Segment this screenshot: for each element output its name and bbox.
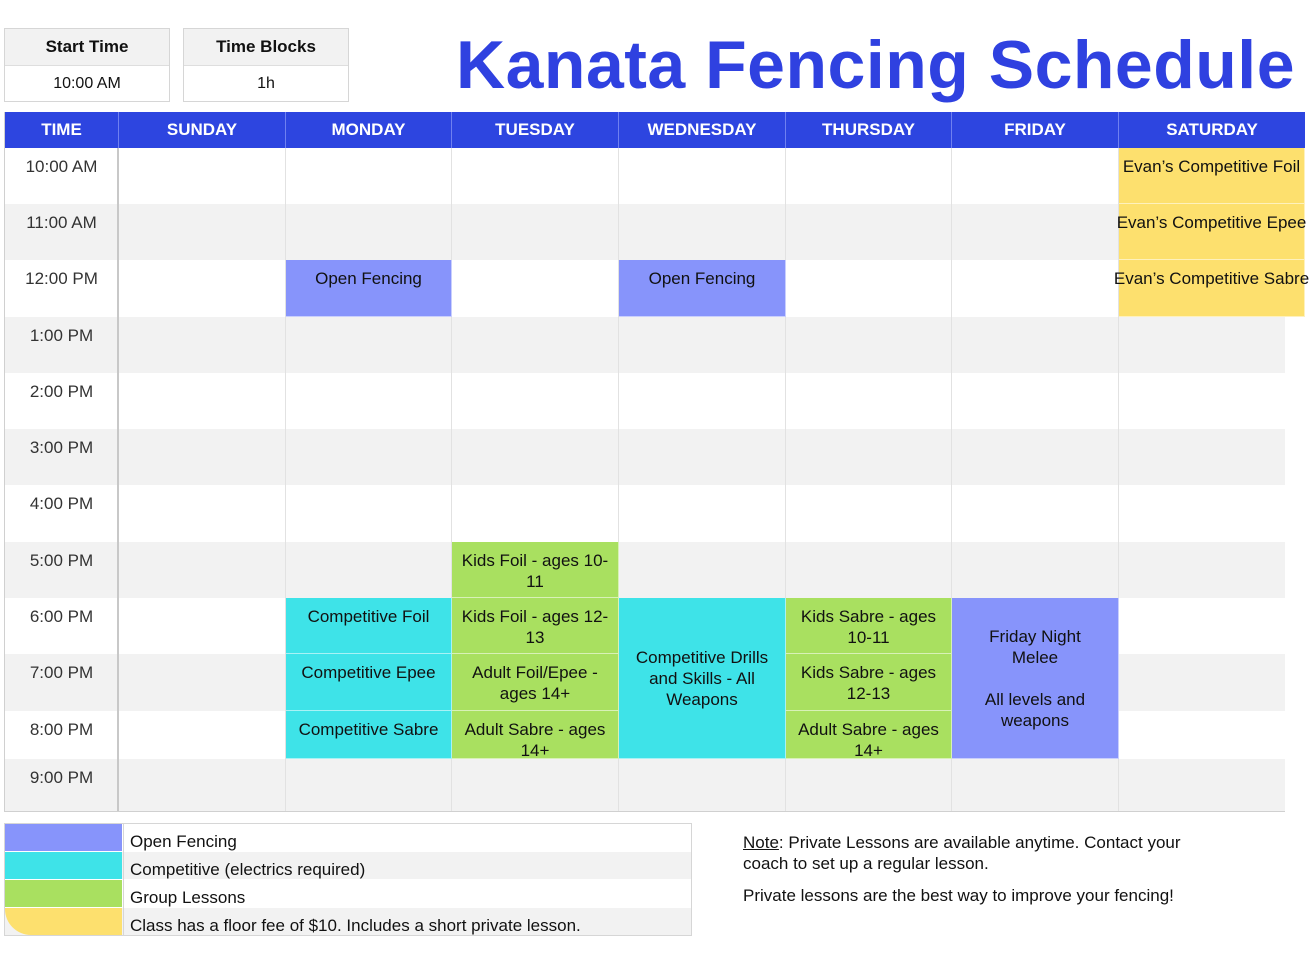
legend-item bbox=[5, 852, 691, 879]
time-label: 11:00 AM bbox=[26, 213, 97, 232]
time-blocks-control[interactable] bbox=[183, 28, 349, 102]
legend-item bbox=[5, 880, 691, 907]
event-title: Adult Foil/Epee - ages 14+ bbox=[472, 663, 598, 703]
event-block[interactable] bbox=[286, 654, 452, 711]
time-blocks-label: Time Blocks bbox=[184, 29, 348, 66]
event-title: Open Fencing bbox=[315, 269, 422, 288]
header-wednesday: WEDNESDAY bbox=[619, 112, 786, 148]
time-label: 9:00 PM bbox=[29, 768, 94, 787]
time-label: 2:00 PM bbox=[29, 382, 94, 401]
event-block[interactable] bbox=[452, 542, 619, 598]
start-time-control[interactable] bbox=[4, 28, 170, 102]
page-title: Kanata Fencing Schedule bbox=[456, 27, 1296, 103]
time-row bbox=[5, 373, 1285, 429]
time-row bbox=[5, 485, 1285, 542]
time-row bbox=[5, 542, 1285, 598]
time-label: 5:00 PM bbox=[29, 551, 94, 570]
event-title: Open Fencing bbox=[648, 269, 756, 288]
event-title: Friday Night Melee All levels and weapons bbox=[984, 626, 1086, 730]
header-monday: MONDAY bbox=[286, 112, 452, 148]
time-label: 12:00 PM bbox=[25, 269, 98, 288]
time-label: 7:00 PM bbox=[29, 663, 94, 682]
time-label: 6:00 PM bbox=[29, 607, 94, 626]
event-title: Adult Sabre - ages 14+ bbox=[464, 720, 606, 760]
header-tuesday: TUESDAY bbox=[452, 112, 619, 148]
time-label: 8:00 PM bbox=[29, 720, 94, 739]
legend-swatch bbox=[5, 880, 122, 907]
legend-label: Open Fencing bbox=[130, 832, 237, 851]
event-title: Kids Foil - ages 10-11 bbox=[461, 551, 609, 591]
time-label: 4:00 PM bbox=[29, 494, 94, 513]
event-block[interactable] bbox=[452, 598, 619, 654]
legend-swatch bbox=[5, 824, 122, 851]
legend-item bbox=[5, 824, 691, 851]
event-title: Competitive Foil bbox=[307, 607, 430, 626]
header-friday: FRIDAY bbox=[952, 112, 1119, 148]
private-lessons-note bbox=[743, 832, 1223, 874]
time-label: 3:00 PM bbox=[29, 438, 94, 457]
header-thursday: THURSDAY bbox=[786, 112, 952, 148]
event-block[interactable] bbox=[286, 711, 452, 759]
header-sunday: SUNDAY bbox=[119, 112, 286, 148]
event-block[interactable] bbox=[452, 654, 619, 711]
event-title: Evan’s Competitive Sabre bbox=[1113, 269, 1309, 288]
event-block[interactable] bbox=[619, 598, 786, 759]
time-blocks-value[interactable]: 1h bbox=[257, 75, 275, 92]
event-title: Adult Sabre - ages 14+ bbox=[798, 720, 939, 760]
private-lessons-tip: Private lessons are the best way to improve your fencing! bbox=[743, 886, 1174, 905]
start-time-label: Start Time bbox=[5, 29, 169, 66]
event-block[interactable] bbox=[786, 654, 952, 711]
schedule-grid bbox=[4, 112, 1309, 812]
event-block[interactable] bbox=[286, 598, 452, 654]
time-row bbox=[5, 317, 1285, 373]
event-title: Competitive Sabre bbox=[298, 720, 439, 739]
event-title: Kids Sabre - ages 12-13 bbox=[800, 663, 937, 703]
event-title: Kids Sabre - ages 10-11 bbox=[800, 607, 937, 647]
legend-item bbox=[5, 908, 691, 935]
legend-label: Group Lessons bbox=[130, 888, 246, 907]
event-block[interactable] bbox=[286, 260, 452, 317]
legend-swatch bbox=[5, 852, 122, 879]
legend-divider bbox=[123, 824, 124, 935]
event-title: Kids Foil - ages 12-13 bbox=[461, 607, 609, 647]
event-title: Competitive Epee bbox=[301, 663, 436, 682]
time-row bbox=[5, 429, 1285, 485]
event-block[interactable] bbox=[452, 711, 619, 759]
time-row bbox=[5, 759, 1285, 811]
event-block[interactable] bbox=[619, 260, 786, 317]
event-block[interactable] bbox=[1113, 260, 1309, 317]
time-label: 10:00 AM bbox=[25, 157, 98, 176]
legend-label: Class has a floor fee of $10. Includes a short private lesson. bbox=[130, 916, 581, 935]
header-saturday: SATURDAY bbox=[1119, 112, 1305, 148]
event-title: Evan’s Competitive Epee bbox=[1116, 213, 1307, 232]
header-time: TIME bbox=[5, 112, 119, 148]
event-block[interactable] bbox=[952, 598, 1119, 759]
note-label: Note bbox=[743, 833, 779, 852]
event-title: Competitive Drills and Skills - All Weapons bbox=[635, 647, 769, 709]
legend bbox=[4, 823, 692, 936]
start-time-value[interactable]: 10:00 AM bbox=[53, 75, 121, 92]
legend-swatch bbox=[5, 908, 122, 935]
time-label: 1:00 PM bbox=[29, 326, 94, 345]
legend-label: Competitive (electrics required) bbox=[130, 860, 366, 879]
time-row bbox=[5, 148, 1285, 204]
event-block[interactable] bbox=[786, 711, 952, 759]
event-block[interactable] bbox=[1116, 204, 1307, 260]
event-title: Evan’s Competitive Foil bbox=[1122, 157, 1301, 176]
time-row bbox=[5, 204, 1285, 260]
note-text: : Private Lessons are available anytime. Contact your coach to set up a regular lesson. bbox=[743, 833, 1181, 873]
event-block[interactable] bbox=[786, 598, 952, 654]
event-block[interactable] bbox=[1119, 148, 1305, 204]
